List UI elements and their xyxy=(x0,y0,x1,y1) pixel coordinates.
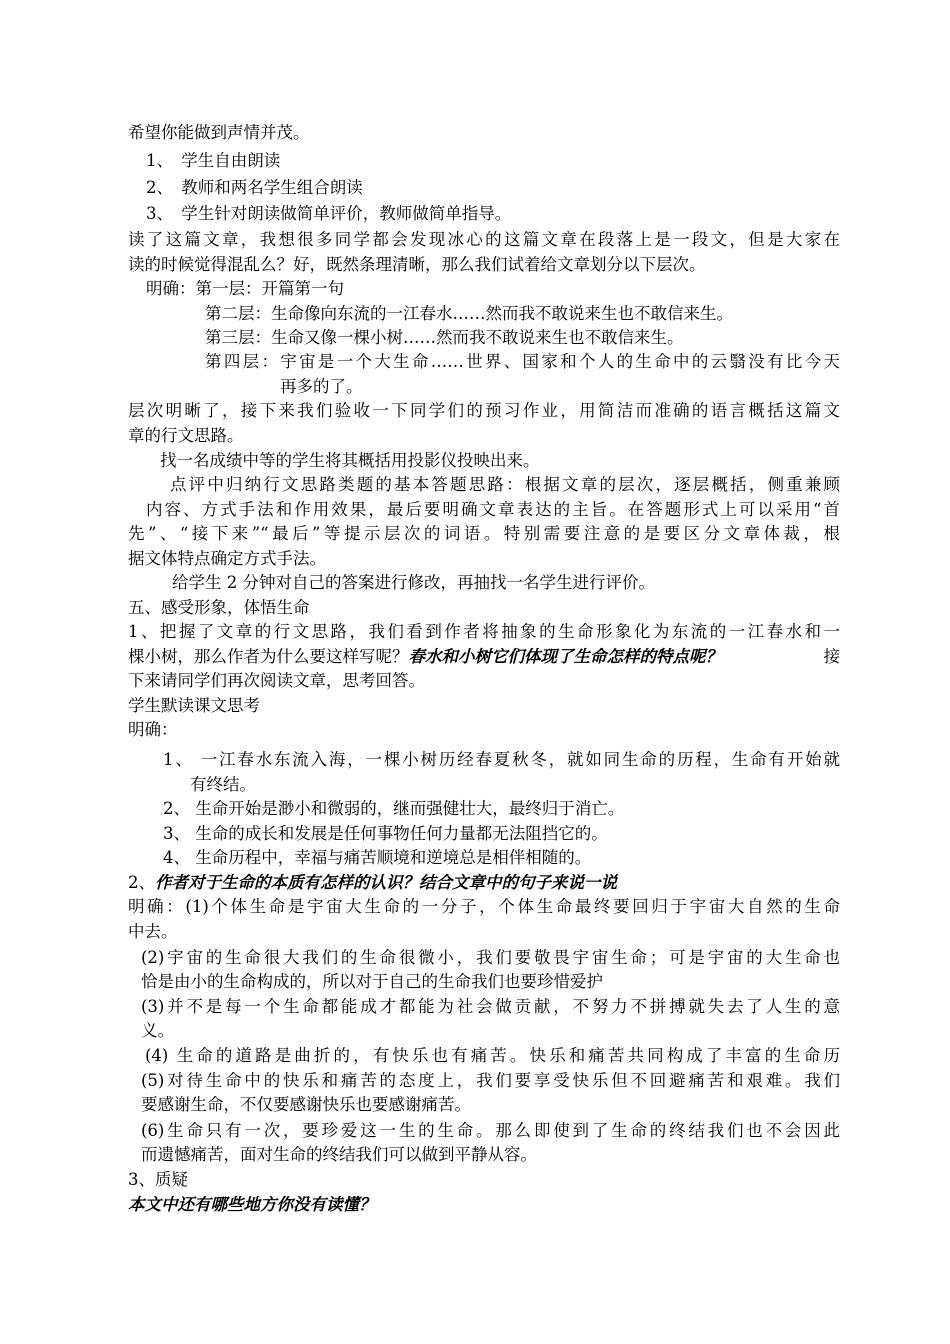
text-line: 中去。 xyxy=(128,922,178,941)
text-line: 恰是由小的生命构成的，所以对于自己的生命我们也要珍惜爱护 xyxy=(141,972,603,991)
text-line: (4) 生命的道路是曲折的，有快乐也有痛苦。快乐和痛苦共同构成了丰富的生命历 xyxy=(145,1046,840,1065)
text-line: 再多的了。 xyxy=(280,377,363,396)
text-line: 第三层：生命又像一棵小树……然而我不敢说来生也不敢信来生。 xyxy=(205,328,684,347)
text-line: (6)生命只有一次，要珍爱这一生的生命。那么即使到了生命的终结我们也不会因此 xyxy=(141,1121,840,1140)
text-line: (2)宇宙的生命很大我们的生命很微小，我们要敬畏宇宙生命；可是宇宙的大生命也 xyxy=(141,948,840,967)
text-span: 棵小树，那么作者为什么要这样写呢？ xyxy=(128,647,409,666)
text-line: 层次明晰了，接下来我们验收一下同学们的预习作业，用简洁而准确的语言概括这篇文 xyxy=(128,401,840,420)
text-line: 明确： xyxy=(128,720,178,739)
text-line: 给学生 2 分钟对自己的答案进行修改，再抽找一名学生进行评价。 xyxy=(172,573,655,592)
text-line: 读了这篇文章，我想很多同学都会发现冰心的这篇文章在段落上是一段文，但是大家在 xyxy=(128,230,840,249)
list-item: 2、 生命开始是渺小和微弱的，继而强健壮大，最终归于消亡。 xyxy=(163,799,625,818)
emphasis-question: 作者对于生命的本质有怎样的认识？结合文章中的句子来说一说 xyxy=(155,873,617,892)
text-line: (5)对待生命中的快乐和痛苦的态度上，我们要享受快乐但不回避痛苦和艰难。我们 xyxy=(141,1071,840,1090)
text-line: 明确：第一层：开篇第一句 xyxy=(146,279,344,298)
text-span: 接 xyxy=(823,647,840,666)
text-line: 点评中归纳行文思路类题的基本答题思路：根据文章的层次，逐层概括，侧重兼顾 xyxy=(170,475,840,494)
text-line xyxy=(128,871,840,896)
list-item: 1、 一江春水东流入海，一棵小树历经春夏秋冬，就如同生命的历程，生命有开始就 xyxy=(163,750,840,769)
text-line: 义。 xyxy=(141,1021,174,1040)
text-line: 要感谢生命，不仅要感谢快乐也要感谢痛苦。 xyxy=(141,1095,471,1114)
list-item: 1、 学生自由朗读 xyxy=(146,151,281,170)
text-line: (3)并不是每一个生命都能成才都能为社会做贡献，不努力不拼搏就失去了人生的意 xyxy=(141,997,840,1016)
list-item: 3、 学生针对朗读做简单评价，教师做简单指导。 xyxy=(146,204,512,223)
text-line xyxy=(128,645,840,670)
emphasis-question: 春水和小树它们体现了生命怎样的特点呢？ xyxy=(408,647,722,666)
list-item: 2、 教师和两名学生组合朗读 xyxy=(146,178,363,197)
section-heading: 3、质疑 xyxy=(128,1170,188,1189)
text-line: 1、把握了文章的行文思路，我们看到作者将抽象的生命形象化为东流的一江春水和一 xyxy=(128,622,840,641)
emphasis-question: 本文中还有哪些地方你没有读懂？ xyxy=(128,1195,376,1214)
text-line: 希望你能做到声情并茂。 xyxy=(128,123,310,142)
text-line: 读的时候觉得混乱么？好，既然条理清晰，那么我们试着给文章划分以下层次。 xyxy=(128,255,706,274)
text-line: 学生默读课文思考 xyxy=(128,696,260,715)
text-line: 内容、方式手法和作用效果，最后要明确文章表达的主旨。在答题形式上可以采用“首 xyxy=(146,500,840,519)
list-item: 3、 生命的成长和发展是任何事物任何力量都无法阻挡它的。 xyxy=(163,824,608,843)
text-line: 第二层：生命像向东流的一江春水……然而我不敢说来生也不敢信来生。 xyxy=(205,304,733,323)
section-heading: 五、感受形象，体悟生命 xyxy=(128,598,310,617)
text-line: 下来请同学们再次阅读文章，思考回答。 xyxy=(128,671,425,690)
text-line: 先”、“接下来”“最后”等提示层次的词语。特别需要注意的是要区分文章体裁，根 xyxy=(128,524,840,543)
text-line: 据文体特点确定方式手法。 xyxy=(128,549,326,568)
text-line: 找一名成绩中等的学生将其概括用投影仪投映出来。 xyxy=(160,451,540,470)
text-span: 2、 xyxy=(128,873,155,892)
text-line: 有终结。 xyxy=(190,775,256,794)
text-line: 第四层：宇宙是一个大生命……世界、国家和个人的生命中的云翳没有比今天 xyxy=(205,352,840,371)
list-item: 4、 生命历程中，幸福与痛苦顺境和逆境总是相伴相随的。 xyxy=(163,848,592,867)
text-line: 而遗憾痛苦，面对生命的终结我们可以做到平静从容。 xyxy=(141,1145,537,1164)
text-line: 章的行文思路。 xyxy=(128,426,244,445)
text-line: 明确：(1)个体生命是宇宙大生命的一分子，个体生命最终要回归于宇宙大自然的生命 xyxy=(128,897,840,916)
